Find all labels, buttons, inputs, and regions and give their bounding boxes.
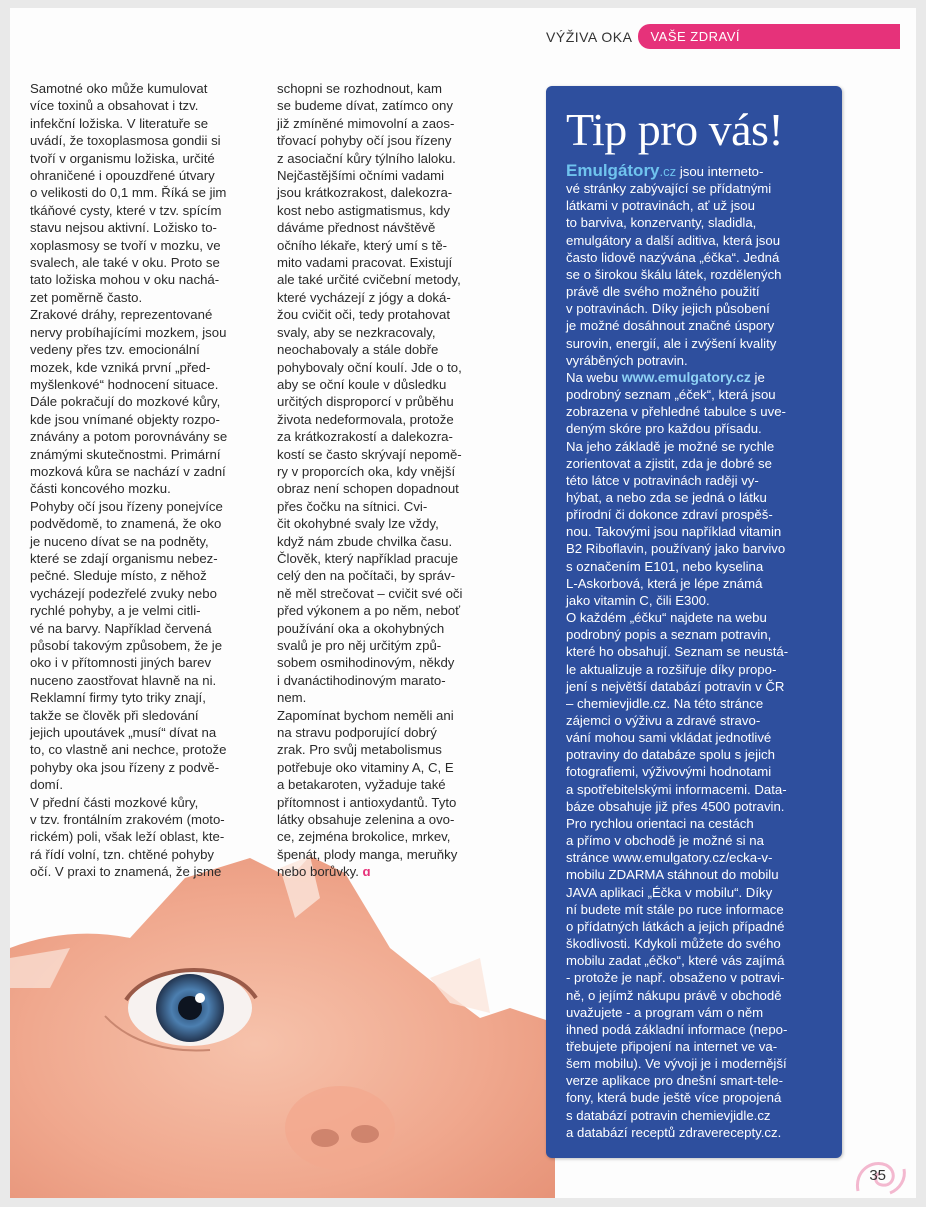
section-title: VÝŽIVA OKA bbox=[546, 28, 633, 45]
article-column-2-text: schopni se rozhodnout, kam se budeme dívat, zatímco ony již zmíněné mimovolní a zaos- třovací pohyby očí jsou řízeny z asociační kůry týlního laloku. Nejčastějšími očními vadami jsou krátkozrakost, dalekozra- kost nebo astigmatismus, kdy dáváme přednost návštěvě očního lékaře, který umí s tě- mito vadami pracovat. Existují ale také určité cvičební metody, které vycházejí z jógy a doká- žou cvičit oči, tedy protahovat svaly, aby se nezkracovaly, neochabovaly a stále dobře pohybovaly oční koulí. Jde o to, aby se oční koule v důsledku určitých disproporcí v průběhu života nedeformovala, protože za krátkozrakostí a dalekozra- kostí se často skrývají nepomě- ry v proporcích oka, kdy vnější obraz není schopen dopadnout přes čočku na sítnici. Cvi- čit okohybné svaly lze vždy, když nám zbude chvilka času. Člověk, který například pracuje celý den na počítači, by správ- ně měl strečovat – cvičit své oči před výkonem a po něm, neboť používání oka a okohybných svalů je pro něj určitým způ- sobem osmihodinovým, někdy i dvanáctihodinovým marato- nem. Zapomínat bychom neměli ani na stravu podporující dobrý zrak. Pro svůj metabolismus potřebuje oko vitaminy A, C, E a betakaroten, vyžaduje také přítomnost i antioxydantů. Tyto látky obsahuje zelenina a ovo- ce, zejména brokolice, mrkev, špenát, plody manga, meruňky nebo borůvky. bbox=[277, 81, 463, 880]
tip-text-2: je podrobný seznam „éček“, která jsou zobrazena v přehledné tabulce s uve- deným skóre pro každou přísadu. Na jeho základě je možné se rychle zorientovat a zjistit, zda je dobré se této látce v potravinách raději vy- hýbat, a nebo zda se jedná o látku přírodní či dokonce zdraví prospěš- nou. Takovými jsou například vitamin B2 Riboflavin, používaný jako barvivo s označením E101, nebo kyselina L-Askorbová, která je lépe známá jako vitamin C, čili E300. O každém „éčku“ najdete na webu podrobný popis a seznam potravin, které ho obsahují. Seznam se neustá- le aktualizuje a rozšiřuje díky propo- jení s největší databází potravin v ČR – chemievjidle.cz. Na této stránce zájemci o výživu a zdravé stravo- vání mohou sami vkládat jednotlivé potraviny do databáze spolu s jejich fotografiemi, výživovými hodnotami a spotřebitelskými informacemi. Data- báze obsahuje již přes 4500 potravin. Pro rychlou orientaci na cestách a přímo v obchodě je možné si na stránce www.emulgatory.cz/ecka-v- mobilu ZDARMA stáhnout do mobilu JAVA aplikaci „Éčka v mobilu“. Díky ní budete mít stále po ruce informace o přídatných látkách a jejich případné škodlivosti. Kdykoli můžete do svého mobilu zadat „éčko“, které vás zajímá - protože je např. obsaženo v potravi- ně, o jejímž nákupu právě v obchodě uvažujete - a program vám o něm ihned podá základní informace (nepo- třebujete připojení na internet ve va- šem mobilu). Ve vývoji je i modernější verze aplikace pro dnešní smart-tele- fony, která bude ještě více propojená s databází potravin chemievjidle.cz a databází receptů zdraverecepty.cz. bbox=[566, 369, 789, 1140]
tip-title: Tip pro vás! bbox=[566, 104, 784, 155]
article-column-2 bbox=[277, 80, 513, 881]
page-number: 35 bbox=[869, 1167, 886, 1184]
page-header bbox=[546, 24, 900, 49]
brand-suffix: .cz bbox=[659, 164, 677, 179]
tip-body bbox=[566, 162, 828, 1141]
magazine-page bbox=[10, 8, 916, 1198]
brand-name: Emulgátory bbox=[566, 161, 660, 180]
baby-eye-photo bbox=[10, 838, 555, 1198]
article-column-1: Samotné oko může kumulovat více toxinů a obsahovat i tzv. infekční ložiska. V literatuře se uvádí, že toxoplasmosa gondii si tvoří v organismu ložiska, určité ohraničené i opouzdřené útvary o velikosti do 0,1 mm. Říká se jim tkáňové cysty, které v tzv. spícím stavu nejsou aktivní. Ložisko to- xoplasmosy se tvoří v mozku, ve svalech, ale také v oku. Proto se tato ložiska mohou v oku nachá- zet poměrně často. Zrakové dráhy, reprezentované nervy probíhajícími mozkem, jsou vedeny přes tzv. emocionální mozek, kde vzniká první „před- myšlenkové“ hodnocení situace. Dále pokračují do mozkové kůry, kde jsou vnímané objekty rozpo- znávány a potom porovnávány se známými skutečnostmi. Primární mozková kůra se nachází v zadní části koncového mozku. Pohyby očí jsou řízeny ponejvíce podvědomě, to znamená, že oko je nuceno dívat se na podněty, které se zdají organismu nebez- pečné. Sleduje místo, z něhož vycházejí podezřelé zvuky nebo rychlé pohyby, a je velmi citli- vé na barvy. Například červená působí takovým způsobem, že je oko i v přítomnosti jiných barev nuceno zaostřovat hlavně na ni. Reklamní firmy tyto triky znají, takže se člověk při sledování jejich upoutávek „musí“ dívat na to, co vlastně ani nechce, protože pohyby oka jsou řízeny z podvě- domí. V přední části mozkové kůry, v tzv. frontálním zrakovém (moto- rickém) poli, však leží oblast, kte- rá řídí volní, tzn. chtěné pohyby očí. V praxi to znamená, že jsme bbox=[30, 81, 228, 880]
section-tag: VAŠE ZDRAVÍ bbox=[638, 24, 900, 49]
website-link[interactable]: www.emulgatory.cz bbox=[621, 368, 751, 385]
tip-box bbox=[546, 86, 842, 1158]
end-mark-icon: ɑ bbox=[362, 864, 371, 880]
tip-text-1: jsou interneto- vé stránky zabývající se přídatnými látkami v potravinách, ať už jsou to barviva, konzervanty, sladidla, emulgátory a další aditiva, která jsou často lidově nazývána „éčka“. Jedná se o širokou škálu látek, rozdělených právě dle svého možného použití v potravinách. Díky jejich působení je možné dosáhnout značné úspory surovin, energií, ale i zvýšení kvality vyráběných potravin. Na webu bbox=[566, 164, 782, 385]
